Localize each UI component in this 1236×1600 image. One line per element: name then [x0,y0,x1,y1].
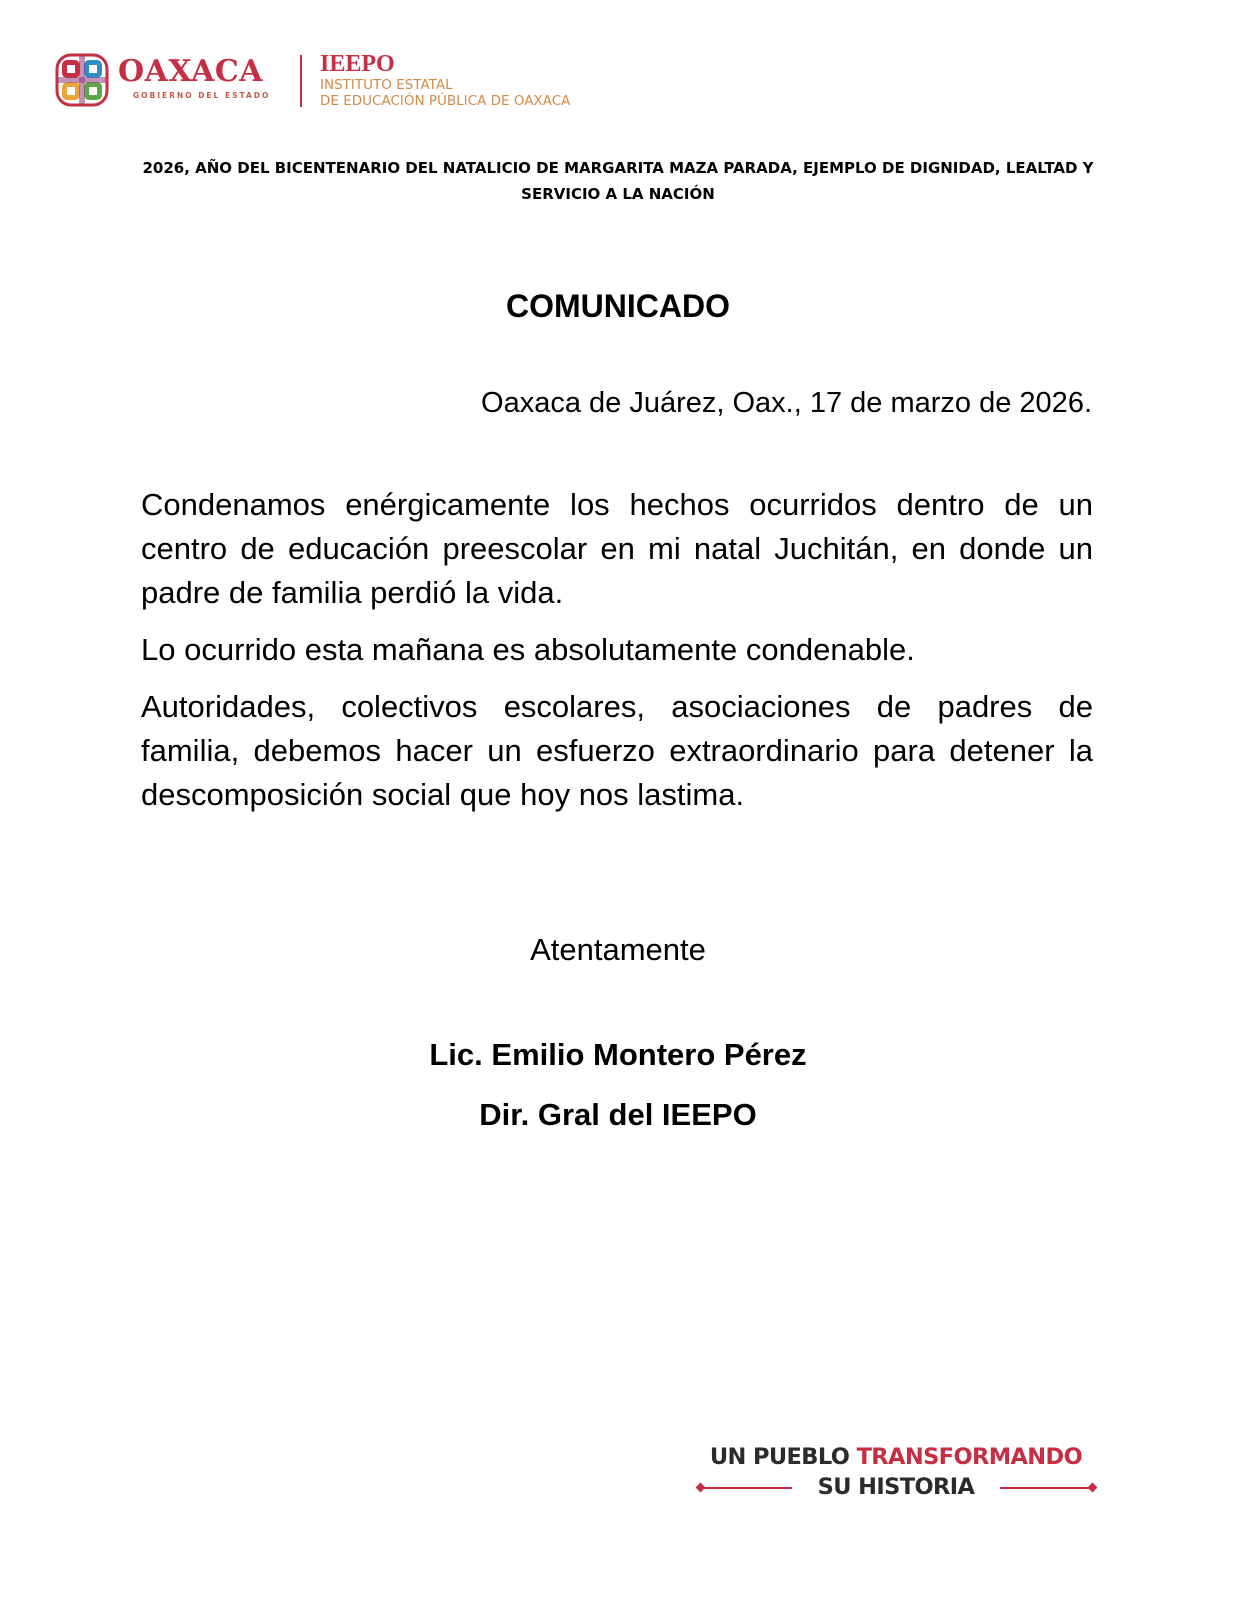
signer-name: Lic. Emilio Montero Pérez [429,1037,807,1072]
agency-acronym: IEEPO [320,51,395,77]
document-title: COMUNICADO [506,288,730,324]
header-divider [300,55,302,107]
agency-name-line2: DE EDUCACIÓN PÚBLICA DE OAXACA [320,93,571,109]
document-body [141,483,1093,830]
slogan-part2: TRANSFORMANDO [856,1444,1083,1470]
closing: Atentamente [530,932,706,967]
year-motto: 2026, AÑO DEL BICENTENARIO DEL NATALICIO DE MARGARITA MAZA PARADA, EJEMPLO DE DIGNIDAD, LEALTAD Y SERVICIO A LA NACIÓN [142,159,1094,203]
paragraph: Autoridades, colectivos escolares, asociaciones de padres de familia, debemos hacer un esfuerzo extraordinario para detener la descomposición social que hoy nos lastima. [141,689,1093,812]
paragraph: Condenamos enérgicamente los hechos ocurridos dentro de un centro de educación preescolar en mi natal Juchitán, en donde un padre de familia perdió la vida. [141,487,1093,610]
agency-name-line1: INSTITUTO ESTATAL [320,77,453,93]
oaxaca-emblem-icon [55,53,109,107]
slogan-line2: SU HISTORIA [817,1474,975,1500]
footer-slogan [694,1443,1098,1503]
letterhead [55,50,615,112]
signer-role: Dir. Gral del IEEPO [479,1097,757,1132]
gov-subtitle: GOBIERNO DEL ESTADO [133,91,271,100]
slogan-rule-right [1000,1487,1092,1489]
place-date: Oaxaca de Juárez, Oax., 17 de marzo de 2026. [481,387,1092,419]
slogan-part1: UN PUEBLO [709,1444,850,1470]
paragraph: Lo ocurrido esta mañana es absolutamente condenable. [141,632,915,667]
slogan-line1 [694,1443,1098,1471]
gov-name: OAXACA [118,54,264,89]
